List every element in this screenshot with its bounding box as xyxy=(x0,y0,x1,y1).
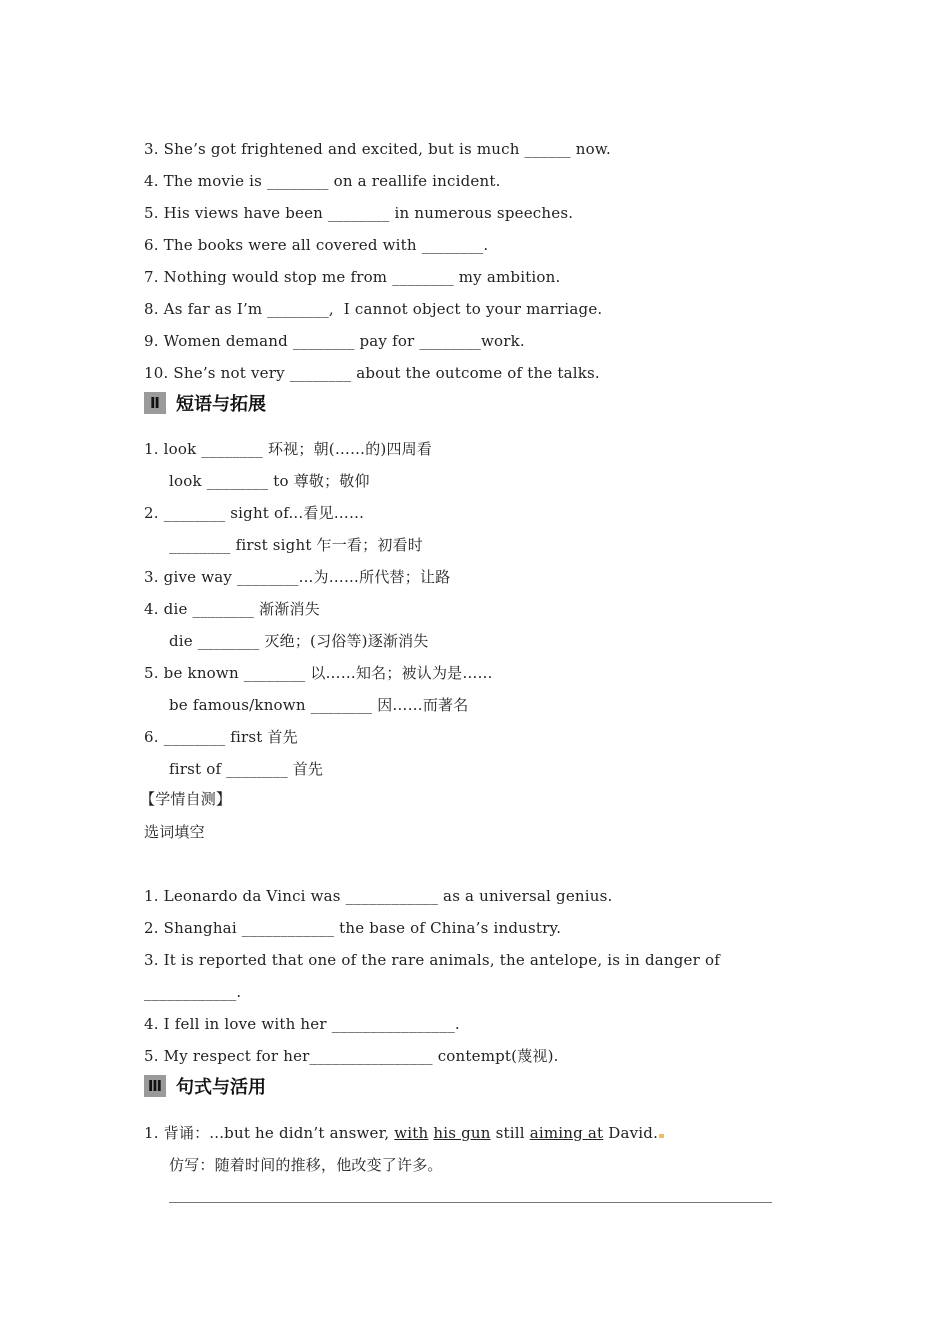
exercise-item-6: 6. The books were all covered with ________. xyxy=(144,236,489,254)
phrase-item: 6. ________ first 首先 xyxy=(144,728,298,746)
section-title-3: 句式与活用 xyxy=(176,1077,266,1098)
phrase-item: ________ first sight 乍一看；初看时 xyxy=(169,536,423,554)
section-heading-3 xyxy=(144,1074,266,1098)
pattern-underline-his-gun: his gun xyxy=(433,1124,491,1142)
section-numeral-3: Ⅲ xyxy=(144,1075,166,1097)
answer-line[interactable] xyxy=(169,1202,772,1203)
phrase-item: be famous/known ________ 因……而著名 xyxy=(169,696,469,714)
pattern-sentence xyxy=(144,1123,664,1143)
fill-item-1: 1. Leonardo da Vinci was ____________ as a universal genius. xyxy=(144,887,613,905)
section-heading-2 xyxy=(144,391,266,415)
exercise-item-9: 9. Women demand ________ pay for ________work. xyxy=(144,332,525,350)
section-numeral-2: Ⅱ xyxy=(144,392,166,414)
pattern-end: David. xyxy=(603,1124,659,1142)
self-test-heading: 【学情自测】 xyxy=(140,790,232,808)
pattern-underline-aiming-at: aiming at xyxy=(529,1124,604,1142)
exercise-item-5: 5. His views have been ________ in numerous speeches. xyxy=(144,204,574,222)
fill-item-3-continued: ____________. xyxy=(144,983,242,1001)
fill-item-5: 5. My respect for her________________ contempt(蔑视). xyxy=(144,1047,559,1065)
phrase-item: die ________ 灭绝；(习俗等)逐渐消失 xyxy=(169,632,429,650)
exercise-item-3: 3. She’s got frightened and excited, but is much ______ now. xyxy=(144,140,612,158)
imitate-prompt: 仿写：随着时间的推移，他改变了许多。 xyxy=(169,1156,443,1174)
fill-item-3: 3. It is reported that one of the rare animals, the antelope, is in danger of xyxy=(144,951,720,969)
phrase-item: 5. be known ________ 以……知名；被认为是…… xyxy=(144,664,493,682)
fill-item-2: 2. Shanghai ____________ the base of China’s industry. xyxy=(144,919,562,937)
fill-item-4: 4. I fell in love with her ________________. xyxy=(144,1015,460,1033)
phrase-item: 2. ________ sight of...看见…… xyxy=(144,504,365,522)
phrase-item: 3. give way ________...为……所代替；让路 xyxy=(144,568,451,586)
pattern-underline-with: with xyxy=(394,1124,429,1142)
section-title-2: 短语与拓展 xyxy=(176,394,266,415)
phrase-item: look ________ to 尊敬；敬仰 xyxy=(169,472,370,490)
exercise-item-4: 4. The movie is ________ on a reallife incident. xyxy=(144,172,501,190)
exercise-item-10: 10. She’s not very ________ about the outcome of the talks. xyxy=(144,364,600,382)
self-test-instruction: 选词填空 xyxy=(144,823,205,841)
pattern-prefix: 1. 背诵：...but he didn’t answer, xyxy=(144,1124,395,1142)
exercise-item-8: 8. As far as I’m ________, I cannot object to your marriage. xyxy=(144,300,603,318)
phrase-item: 4. die ________ 渐渐消失 xyxy=(144,600,320,618)
phrase-item: 1. look ________ 环视；朝(……的)四周看 xyxy=(144,440,433,458)
exercise-item-7: 7. Nothing would stop me from ________ my ambition. xyxy=(144,268,561,286)
pattern-middle: still xyxy=(490,1124,530,1142)
edit-mark xyxy=(659,1134,664,1138)
phrase-item: first of ________ 首先 xyxy=(169,760,324,778)
